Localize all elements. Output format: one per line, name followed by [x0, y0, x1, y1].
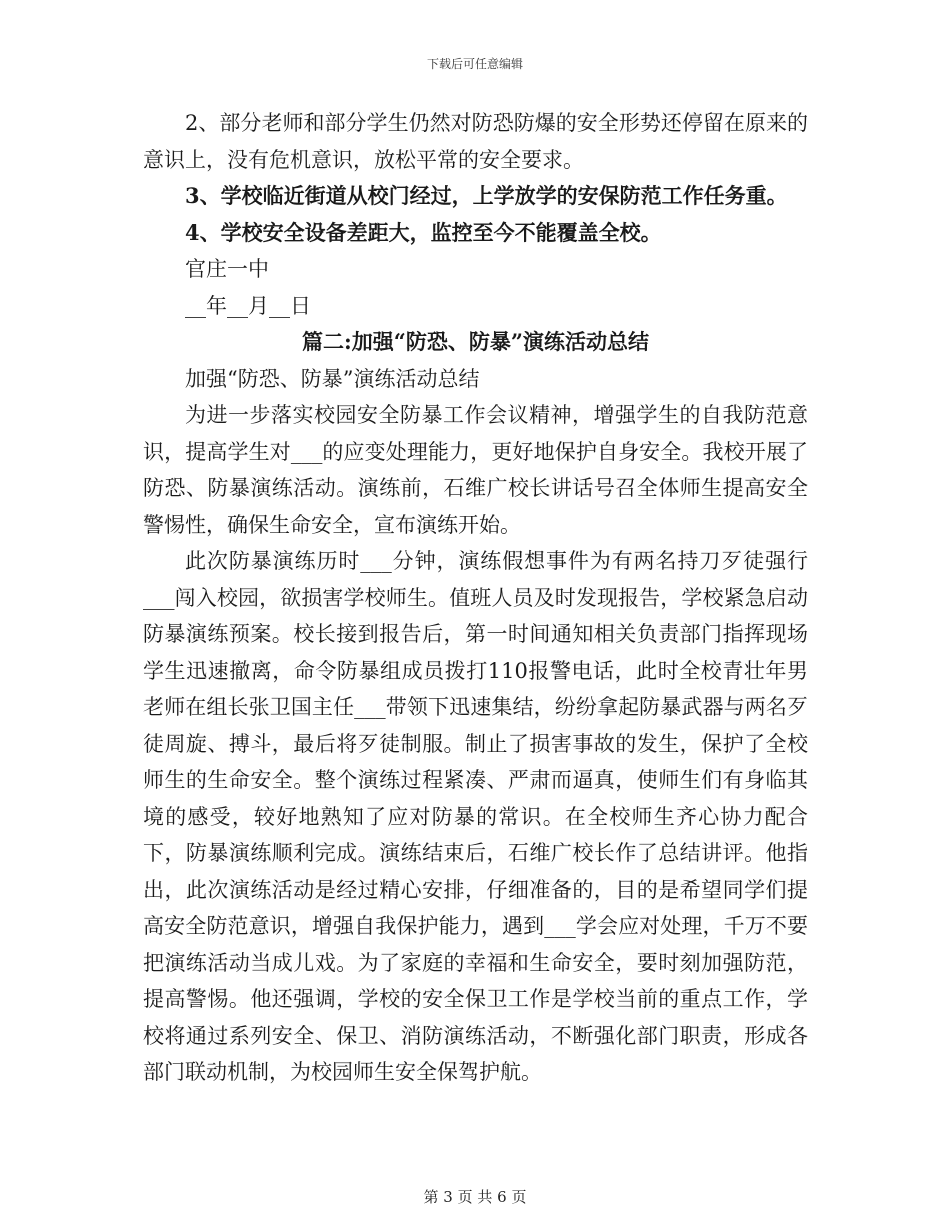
signature-date: __年__月__日: [185, 293, 311, 318]
paragraph-issue-4: 4、学校安全设备差距大，监控至今不能覆盖全校。: [185, 219, 662, 245]
paragraph-issue-2: 2、部分老师和部分学生仍然对防恐防爆的安全形势还停留在原来的意识上，没有危机意识，放松平常的安全要求。: [143, 111, 808, 172]
page-header: 下载后可任意编辑: [426, 57, 523, 71]
paragraph-intro: 为进一步落实校园安全防暴工作会议精神，增强学生的自我防范意识，提高学生对___的应变处理能力，更好地保护自身安全。我校开展了防恐、防暴演练活动。演练前，石维广校长讲话号召全体师生提高安全警惕性，确保生命安全，宣布演练开始。: [143, 403, 808, 537]
page-number: 第 3 页 共 6 页: [423, 1188, 527, 1206]
paragraph-issue-3: 3、学校临近街道从校门经过，上学放学的安保防范工作任务重。: [185, 183, 788, 208]
paragraph-drill-details: 此次防暴演练历时___分钟，演练假想事件为有两名持刀歹徒强行___闯入校园，欲损害学校师生。值班人员及时发现报告，学校紧急启动防暴演练预案。校长接到报告后，第一时间通知相关负责部门指挥现场学生迅速撤离，命令防暴组成员拨打110报警电话，此时全校青壮年男老师在组长张卫国主任___带领下迅速集结，纷纷拿起防暴武器与两名歹徒周旋、搏斗，最后将歹徒制服。制止了损害事故的发生，保护了全校师生的生命安全。整个演练过程紧凑、严肃而逼真，使师生们有身临其境的感受，较好地熟知了应对防暴的常识。在全校师生齐心协力配合下，防暴演练顺利完成。演练结束后，石维广校长作了总结讲评。他指出，此次演练活动是经过精心安排，仔细准备的，目的是希望同学们提高安全防范意识，增强自我保护能力，遇到___学会应对处理，千万不要把演练活动当成儿戏。为了家庭的幸福和生命安全，要时刻加强防范，提高警惕。他还强调，学校的安全保卫工作是学校当前的重点工作，学校将通过系列安全、保卫、消防演练活动，不断强化部门职责，形成各部门联动机制，为校园师生安全保驾护航。: [143, 549, 808, 1084]
document-body: [143, 105, 808, 1091]
section-subtitle: 加强“防恐、防暴”演练活动总结: [185, 366, 480, 391]
section-title: 篇二:加强“防恐、防暴”演练活动总结: [302, 329, 649, 354]
signature-school: 官庄一中: [185, 257, 269, 281]
